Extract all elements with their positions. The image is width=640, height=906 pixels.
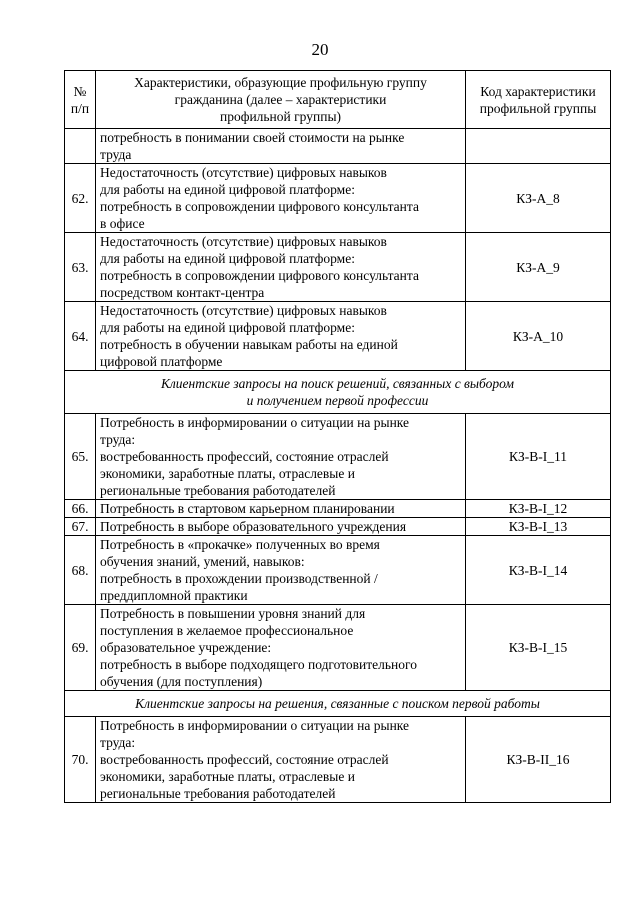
table-row [65, 518, 611, 536]
row-desc: Недостаточность (отсутствие) цифровых навыков для работы на единой цифровой платформе: потребность в сопровождении цифрового консультанта посредством контакт-центра [96, 233, 466, 302]
table-row [65, 500, 611, 518]
row-code: КЗ-В-I_13 [466, 518, 611, 536]
section-row [65, 691, 611, 717]
characteristics-table [64, 70, 611, 803]
row-code: КЗ-А_8 [466, 164, 611, 233]
table-header-row [65, 71, 611, 129]
row-num: 69. [65, 605, 96, 691]
header-num: № п/п [65, 71, 96, 129]
header-code: Код характеристики профильной группы [466, 71, 611, 129]
row-num: 68. [65, 536, 96, 605]
row-num [65, 129, 96, 164]
table-row [65, 605, 611, 691]
section-heading: Клиентские запросы на поиск решений, связанных с выбором и получением первой профессии [65, 371, 611, 414]
row-num: 66. [65, 500, 96, 518]
row-code: КЗ-В-I_12 [466, 500, 611, 518]
row-num: 64. [65, 302, 96, 371]
row-num: 70. [65, 717, 96, 803]
table-row [65, 129, 611, 164]
header-desc: Характеристики, образующие профильную группу гражданина (далее – характеристики профильной группы) [96, 71, 466, 129]
section-heading: Клиентские запросы на решения, связанные с поиском первой работы [65, 691, 611, 717]
row-code: КЗ-А_9 [466, 233, 611, 302]
row-code: КЗ-В-I_11 [466, 414, 611, 500]
table-row [65, 302, 611, 371]
row-code: КЗ-В-II_16 [466, 717, 611, 803]
row-code [466, 129, 611, 164]
row-num: 62. [65, 164, 96, 233]
row-desc: Потребность в «прокачке» полученных во время обучения знаний, умений, навыков: потребность в прохождении производственной / преддипломной практики [96, 536, 466, 605]
row-desc: Потребность в повышении уровня знаний для поступления в желаемое профессиональное образовательное учреждение: потребность в выборе подходящего подготовительного обучения (для поступления) [96, 605, 466, 691]
row-desc: Потребность в стартовом карьерном планировании [96, 500, 466, 518]
row-num: 67. [65, 518, 96, 536]
row-num: 65. [65, 414, 96, 500]
row-desc: Недостаточность (отсутствие) цифровых навыков для работы на единой цифровой платформе: потребность в обучении навыкам работы на единой цифровой платформе [96, 302, 466, 371]
section-row [65, 371, 611, 414]
table-row [65, 536, 611, 605]
row-desc: Недостаточность (отсутствие) цифровых навыков для работы на единой цифровой платформе: потребность в сопровождении цифрового консультанта в офисе [96, 164, 466, 233]
row-desc: Потребность в выборе образовательного учреждения [96, 518, 466, 536]
table-row [65, 414, 611, 500]
row-desc: Потребность в информировании о ситуации на рынке труда: востребованность профессий, состояние отраслей экономики, заработные платы, отраслевые и региональные требования работодателей [96, 414, 466, 500]
row-code: КЗ-В-I_14 [466, 536, 611, 605]
row-code: КЗ-А_10 [466, 302, 611, 371]
row-num: 63. [65, 233, 96, 302]
page-number: 20 [311, 40, 329, 59]
table-row [65, 233, 611, 302]
table-row [65, 164, 611, 233]
table-row [65, 717, 611, 803]
row-desc: потребность в понимании своей стоимости на рынке труда [96, 129, 466, 164]
row-code: КЗ-В-I_15 [466, 605, 611, 691]
row-desc: Потребность в информировании о ситуации на рынке труда: востребованность профессий, состояние отраслей экономики, заработные платы, отраслевые и региональные требования работодателей [96, 717, 466, 803]
